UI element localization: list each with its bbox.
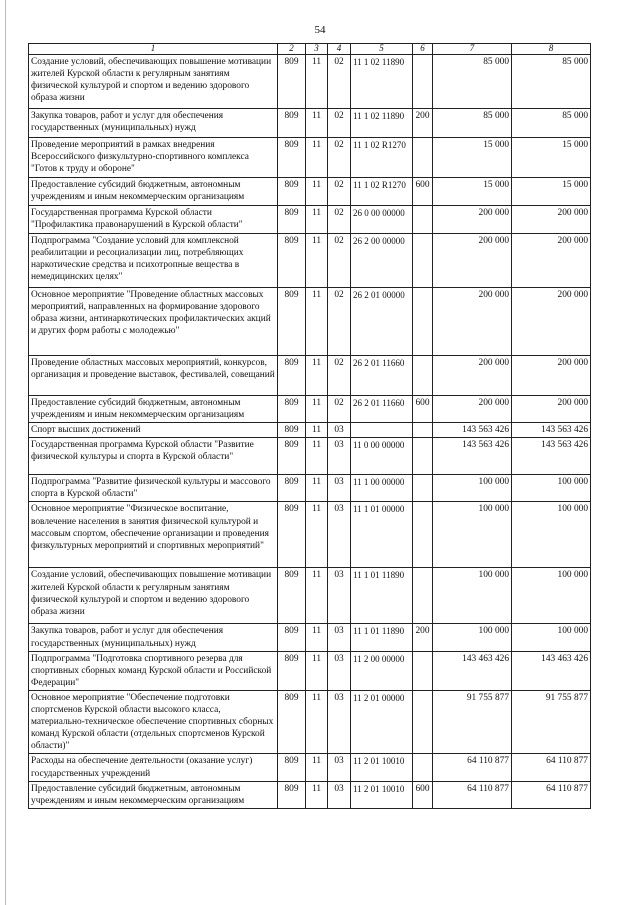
amount-year-1: 15 000	[433, 178, 512, 206]
expense-type-code	[413, 423, 433, 438]
expense-type-code	[413, 475, 433, 502]
header-cell: 1	[29, 44, 278, 55]
row-name: Предоставление субсидий бюджетным, автономным учреждениям и иным некоммерческим организациям	[29, 396, 278, 423]
amount-year-2: 100 000	[512, 568, 591, 624]
subsection-code: 02	[328, 356, 351, 396]
amount-year-1: 91 755 877	[433, 690, 512, 753]
ministry-code: 809	[278, 109, 306, 138]
amount-year-2: 85 000	[512, 55, 591, 109]
amount-year-1: 100 000	[433, 502, 512, 568]
table-row	[29, 55, 591, 109]
amount-year-2: 143 563 426	[512, 423, 591, 438]
row-name: Создание условий, обеспечивающих повышение мотивации жителей Курской области к регулярным занятиям физической культурой и спортом и ведению здорового образа жизни	[29, 55, 278, 109]
ministry-code: 809	[278, 502, 306, 568]
header-cell: 3	[306, 44, 328, 55]
section-code: 11	[306, 356, 328, 396]
table-row	[29, 438, 591, 475]
amount-year-2: 200 000	[512, 206, 591, 234]
amount-year-1: 15 000	[433, 138, 512, 178]
subsection-code: 03	[328, 754, 351, 781]
page-number: 54	[314, 24, 326, 36]
ministry-code: 809	[278, 568, 306, 624]
subsection-code: 02	[328, 206, 351, 234]
table-row	[29, 138, 591, 178]
section-code: 11	[306, 624, 328, 651]
header-row	[29, 44, 591, 55]
amount-year-2: 200 000	[512, 356, 591, 396]
table-row	[29, 356, 591, 396]
target-article: 11 1 01 00000	[351, 502, 413, 568]
amount-year-2: 100 000	[512, 475, 591, 502]
target-article: 11 1 01 11890	[351, 624, 413, 651]
amount-year-2: 200 000	[512, 288, 591, 356]
ministry-code: 809	[278, 624, 306, 651]
ministry-code: 809	[278, 754, 306, 781]
ministry-code: 809	[278, 651, 306, 690]
amount-year-1: 200 000	[433, 288, 512, 356]
amount-year-2: 15 000	[512, 178, 591, 206]
header-cell: 6	[413, 44, 433, 55]
amount-year-1: 143 563 426	[433, 438, 512, 475]
section-code: 11	[306, 178, 328, 206]
row-name: Проведение мероприятий в рамках внедрения Всероссийского физкультурно-спортивного комплекса "Готов к труду и обороне"	[29, 138, 278, 178]
subsection-code: 02	[328, 138, 351, 178]
section-code: 11	[306, 288, 328, 356]
section-code: 11	[306, 234, 328, 288]
target-article: 11 1 02 R1270	[351, 178, 413, 206]
amount-year-2: 85 000	[512, 109, 591, 138]
amount-year-1: 200 000	[433, 356, 512, 396]
target-article: 11 0 00 00000	[351, 438, 413, 475]
table-row	[29, 781, 591, 808]
ministry-code: 809	[278, 288, 306, 356]
header-cell: 5	[351, 44, 413, 55]
target-article: 11 1 02 11890	[351, 55, 413, 109]
row-name: Предоставление субсидий бюджетным, автономным учреждениям и иным некоммерческим организациям	[29, 178, 278, 206]
row-name: Государственная программа Курской области "Развитие физической культуры и спорта в Курской области"	[29, 438, 278, 475]
amount-year-2: 100 000	[512, 502, 591, 568]
ministry-code: 809	[278, 356, 306, 396]
header-cell: 8	[512, 44, 591, 55]
expense-type-code	[413, 288, 433, 356]
table-row	[29, 206, 591, 234]
table-row	[29, 754, 591, 781]
subsection-code: 03	[328, 624, 351, 651]
table-row	[29, 423, 591, 438]
table-row	[29, 178, 591, 206]
amount-year-1: 143 563 426	[433, 423, 512, 438]
amount-year-2: 143 463 426	[512, 651, 591, 690]
target-article: 26 2 01 11660	[351, 396, 413, 423]
section-code: 11	[306, 138, 328, 178]
amount-year-2: 200 000	[512, 396, 591, 423]
ministry-code: 809	[278, 690, 306, 753]
amount-year-2: 15 000	[512, 138, 591, 178]
section-code: 11	[306, 568, 328, 624]
target-article: 26 0 00 00000	[351, 206, 413, 234]
row-name: Закупка товаров, работ и услуг для обеспечения государственных (муниципальных) нужд	[29, 109, 278, 138]
amount-year-2: 64 110 877	[512, 754, 591, 781]
ministry-code: 809	[278, 55, 306, 109]
expense-type-code	[413, 234, 433, 288]
subsection-code: 02	[328, 109, 351, 138]
subsection-code: 03	[328, 475, 351, 502]
subsection-code: 03	[328, 502, 351, 568]
ministry-code: 809	[278, 234, 306, 288]
table-row	[29, 651, 591, 690]
expense-type-code	[413, 438, 433, 475]
section-code: 11	[306, 651, 328, 690]
amount-year-1: 85 000	[433, 109, 512, 138]
table-row	[29, 234, 591, 288]
target-article: 11 2 00 00000	[351, 651, 413, 690]
expense-type-code	[413, 568, 433, 624]
ministry-code: 809	[278, 781, 306, 808]
target-article: 11 1 02 R1270	[351, 138, 413, 178]
expense-type-code	[413, 55, 433, 109]
section-code: 11	[306, 781, 328, 808]
amount-year-1: 85 000	[433, 55, 512, 109]
ministry-code: 809	[278, 396, 306, 423]
header-cell: 7	[433, 44, 512, 55]
subsection-code: 03	[328, 781, 351, 808]
subsection-code: 03	[328, 690, 351, 753]
amount-year-2: 200 000	[512, 234, 591, 288]
section-code: 11	[306, 396, 328, 423]
scan-margin-line	[5, 0, 6, 905]
table-row	[29, 109, 591, 138]
row-name: Закупка товаров, работ и услуг для обеспечения государственных (муниципальных) нужд	[29, 624, 278, 651]
row-name: Подпрограмма "Подготовка спортивного резерва для спортивных сборных команд Курской области и Российской Федерации"	[29, 651, 278, 690]
row-name: Государственная программа Курской области "Профилактика правонарушений в Курской области"	[29, 206, 278, 234]
subsection-code: 03	[328, 651, 351, 690]
target-article: 11 1 02 11890	[351, 109, 413, 138]
subsection-code: 02	[328, 396, 351, 423]
amount-year-2: 64 110 877	[512, 781, 591, 808]
subsection-code: 03	[328, 438, 351, 475]
amount-year-1: 100 000	[433, 475, 512, 502]
amount-year-1: 200 000	[433, 206, 512, 234]
budget-table	[28, 43, 591, 809]
subsection-code: 03	[328, 423, 351, 438]
subsection-code: 02	[328, 55, 351, 109]
section-code: 11	[306, 206, 328, 234]
target-article: 26 2 00 00000	[351, 234, 413, 288]
section-code: 11	[306, 754, 328, 781]
expense-type-code: 600	[413, 781, 433, 808]
ministry-code: 809	[278, 475, 306, 502]
expense-type-code: 200	[413, 109, 433, 138]
target-article: 11 1 01 11890	[351, 568, 413, 624]
row-name: Основное мероприятие "Проведение областных массовых мероприятий, направленных на формирование здорового образа жизни, антинаркотических профилактических акций и других форм работы с молодежью"	[29, 288, 278, 356]
amount-year-2: 143 563 426	[512, 438, 591, 475]
section-code: 11	[306, 438, 328, 475]
row-name: Расходы на обеспечение деятельности (оказание услуг) государственных учреждений	[29, 754, 278, 781]
amount-year-1: 200 000	[433, 396, 512, 423]
subsection-code: 03	[328, 568, 351, 624]
target-article: 11 2 01 10010	[351, 754, 413, 781]
row-name: Подпрограмма "Создание условий для комплексной реабилитации и ресоциализации лиц, потребляющих наркотические средства и психотропные вещества в немедицинских целях"	[29, 234, 278, 288]
row-name: Спорт высших достижений	[29, 423, 278, 438]
amount-year-2: 91 755 877	[512, 690, 591, 753]
table-row	[29, 288, 591, 356]
ministry-code: 809	[278, 178, 306, 206]
section-code: 11	[306, 690, 328, 753]
amount-year-1: 143 463 426	[433, 651, 512, 690]
expense-type-code	[413, 356, 433, 396]
row-name: Подпрограмма "Развитие физической культуры и массового спорта в Курской области"	[29, 475, 278, 502]
expense-type-code: 200	[413, 624, 433, 651]
section-code: 11	[306, 109, 328, 138]
row-name: Основное мероприятие "Физическое воспитание, вовлечение населения в занятия физической культурой и массовым спортом, обеспечение организации и проведения физкультурных мероприятий и спортивных мероприятий"	[29, 502, 278, 568]
section-code: 11	[306, 423, 328, 438]
subsection-code: 02	[328, 288, 351, 356]
amount-year-1: 64 110 877	[433, 754, 512, 781]
target-article: 26 2 01 11660	[351, 356, 413, 396]
section-code: 11	[306, 502, 328, 568]
expense-type-code	[413, 502, 433, 568]
row-name: Проведение областных массовых мероприятий, конкурсов, организация и проведение выставок, фестивалей, совещаний	[29, 356, 278, 396]
amount-year-1: 200 000	[433, 234, 512, 288]
table-row	[29, 568, 591, 624]
amount-year-1: 100 000	[433, 568, 512, 624]
target-article: 11 2 01 10010	[351, 781, 413, 808]
expense-type-code: 600	[413, 396, 433, 423]
expense-type-code	[413, 138, 433, 178]
row-name: Предоставление субсидий бюджетным, автономным учреждениям и иным некоммерческим организациям	[29, 781, 278, 808]
header-cell: 2	[278, 44, 306, 55]
ministry-code: 809	[278, 206, 306, 234]
amount-year-1: 64 110 877	[433, 781, 512, 808]
expense-type-code	[413, 206, 433, 234]
amount-year-1: 100 000	[433, 624, 512, 651]
header-cell: 4	[328, 44, 351, 55]
subsection-code: 02	[328, 234, 351, 288]
table-row	[29, 502, 591, 568]
table-row	[29, 396, 591, 423]
ministry-code: 809	[278, 138, 306, 178]
table-row	[29, 475, 591, 502]
expense-type-code	[413, 754, 433, 781]
row-name: Создание условий, обеспечивающих повышение мотивации жителей Курской области к регулярным занятиям физической культурой и спортом и ведению здорового образа жизни	[29, 568, 278, 624]
expense-type-code: 600	[413, 178, 433, 206]
expense-type-code	[413, 690, 433, 753]
target-article: 26 2 01 00000	[351, 288, 413, 356]
expense-type-code	[413, 651, 433, 690]
table-row	[29, 690, 591, 753]
table-row	[29, 624, 591, 651]
ministry-code: 809	[278, 438, 306, 475]
target-article: 11 1 00 00000	[351, 475, 413, 502]
target-article	[351, 423, 413, 438]
target-article: 11 2 01 00000	[351, 690, 413, 753]
subsection-code: 02	[328, 178, 351, 206]
amount-year-2: 100 000	[512, 624, 591, 651]
row-name: Основное мероприятие "Обеспечение подготовки спортсменов Курской области высокого класса, материально-техническое обеспечение спортивных сборных команд Курской области (отдельных спортсменов Курской области)"	[29, 690, 278, 753]
section-code: 11	[306, 475, 328, 502]
table-body	[29, 55, 591, 809]
ministry-code: 809	[278, 423, 306, 438]
section-code: 11	[306, 55, 328, 109]
